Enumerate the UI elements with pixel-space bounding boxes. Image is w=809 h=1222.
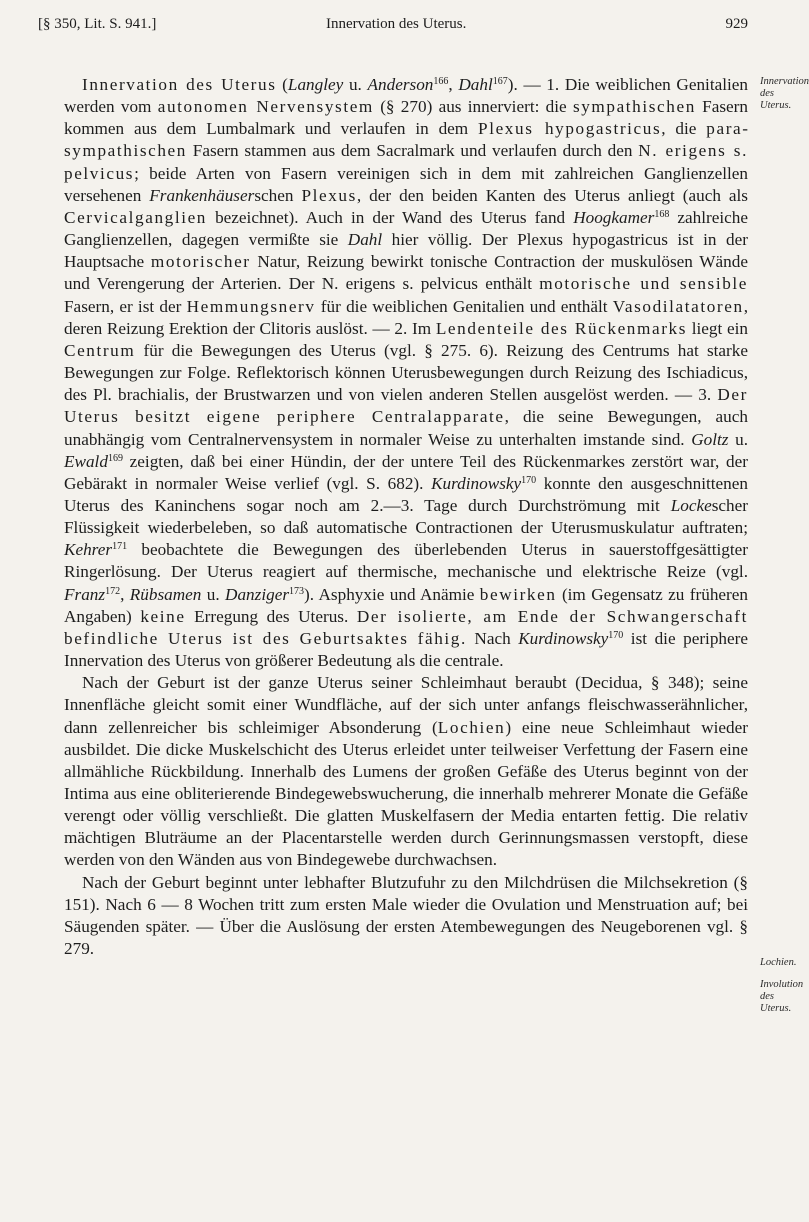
text-run: scher Flüssigkeit wiederbeleben, so daß automatische Contractionen der Uterusmuskulatur auftraten; [64, 495, 748, 538]
text-run: , die seine Bewegungen, auch unabhängig vom Centralnervensystem in normaler Weise zu unterhalten imstande sind. [64, 407, 748, 449]
author-name: Locke [670, 495, 712, 515]
emphasis: Der isolierte, am Ende der Schwangerschaft befindliche Uterus ist des Geburtsaktes fähig. [64, 606, 748, 648]
main-text [64, 74, 748, 960]
text-run: ) eine neue Schleimhaut wieder ausbildet. Die dicke Muskelschicht des Uterus erleidet unter teilweiser Verfettung der Fasern eine allmähliche Rückbildung. Innerhalb des Lumens der großen Gefäße des Uterus beginnt von der Intima aus eine obliterierende Bindegewebswucherung, die innerhalb mehrerer Monate die Gefäße verengt oder völlig verschließt. Die glatten Muskelfasern der Media entarten fettig. Die relativ mächtigen Bluträume an der Placentarstelle werden durch Gerinnungsmassen verstopft, diese werden von den Wänden aus von Bindegewebe durchwachsen. [64, 717, 749, 870]
emphasis: Plexus [301, 185, 357, 205]
emphasis: Hemmungsnerv [186, 296, 316, 316]
emphasis: Lochien [437, 717, 506, 737]
emphasis: Lendenteile des Rückenmarks [435, 318, 688, 338]
margin-note-line: Involution [760, 979, 804, 990]
text-run: ist die periphere Innervation des Uterus von größerer Bedeutung als die centrale. [64, 628, 748, 671]
text-run: u. [343, 75, 368, 94]
page-number: 929 [725, 16, 748, 32]
author-name: Langley [287, 75, 344, 94]
margin-note-line: des Uterus. [760, 88, 792, 111]
text-run: u. [728, 429, 748, 449]
emphasis: sympathischen [572, 97, 696, 117]
text-run: Nach der Geburt ist der ganze Uterus seiner Schleimhaut beraubt (Decidua, § 348); seine Innenfläche gleicht somit einer Wundfläche, auf der sich unter anfangs fleischwasserähnlicher, dann zellenreicher bis schleimiger Absonderung ( [64, 673, 748, 737]
author-name: Kehrer [64, 540, 113, 560]
emphasis: keine [140, 606, 186, 626]
author-name: Hoogkamer [573, 207, 655, 227]
author-name: Dahl [347, 230, 383, 250]
emphasis: N. erigens s. pelvicus [64, 141, 748, 183]
footnote-ref: 166 [433, 76, 449, 87]
text-run: , [120, 584, 130, 604]
text-run: , der den beiden Kanten des Uterus anliegt (auch als [356, 185, 748, 205]
text-run: für die Bewegungen des Uterus (vgl. § 275. 6). Reizung des Centrums hat starke Bewegungen zur Folge. Reflektorisch können Uterusbewegungen durch Reizung des Ischiadicus, des Pl. brachialis, der Brustwarzen und von vielen anderen Stellen ausgelöst werden. — 3. [64, 340, 748, 405]
text-run: , [448, 75, 459, 94]
text-run: konnte den ausgeschnittenen Uterus des Kaninchens sogar noch am 2.—3. Tage durch Durchströmung mit [64, 473, 748, 515]
author-name: Dahl [458, 75, 493, 94]
text-run: u. [201, 584, 226, 604]
text-run: Fasern, er ist der [64, 296, 187, 316]
text-run: hier völlig. Der Plexus hypogastricus ist in der Hauptsache [64, 230, 748, 272]
author-name: Ewald [64, 451, 108, 471]
text-run: Nach der Geburt beginnt unter lebhafter Blutzufuhr zu den Milchdrüsen die Milchsekretion (§ 151). Nach 6 — 8 Wochen tritt zum ersten Male wieder die Ovulation und Menstruation auf; bei Säugenden später. — Über die Auslösung der ersten Atembewegungen des Neugeborenen vgl. § 279. [64, 872, 748, 959]
footnote-ref: 168 [654, 208, 670, 220]
author-name: Danziger [225, 584, 290, 604]
text-run: Erregung des Uterus. [185, 606, 357, 626]
emphasis: motorische und sensible [539, 274, 748, 294]
text-run: , die [661, 119, 707, 139]
emphasis: bewirken [479, 584, 557, 604]
text-run: Nach [466, 628, 519, 648]
text-run: liegt ein [687, 318, 748, 338]
paragraph-innervation [64, 74, 748, 672]
footnote-ref: 171 [112, 541, 128, 553]
text-run: , deren Reizung Erektion der Clitoris auslöst. — 2. Im [64, 296, 748, 338]
text-run: ). — 1. Die weiblichen Genitalien werden vom [64, 75, 748, 117]
text-run: (§ 270) aus innerviert: die [373, 97, 573, 117]
emphasis: Der Uterus besitzt eigene periphere Centralapparate [64, 385, 748, 427]
text-run: bezeichnet). Auch in der Wand des Uterus fand [207, 207, 574, 227]
text-run: Fasern kommen aus dem Lumbalmark und verlaufen in dem [64, 97, 748, 139]
author-name: Kurdinowsky [431, 473, 522, 493]
margin-note-innervation [760, 76, 809, 112]
text-run: beobachtete die Bewegungen des überlebenden Uterus in sauerstoffgesättigter Ringerlösung. Der Uterus reagiert auf thermische, mechanische und elektrische Reize (vgl. [64, 540, 748, 582]
paragraph-lochien [64, 672, 748, 871]
author-name: Anderson [367, 75, 434, 94]
margin-note-involution [760, 979, 804, 1015]
author-name: Rübsamen [129, 584, 202, 604]
margin-note-line: Innervation [760, 76, 809, 87]
emphasis: autonomen Nervensystem [157, 97, 374, 117]
text-run: ( [276, 75, 288, 94]
emphasis: Centrum [64, 340, 136, 360]
author-name: Kurdinowsky [518, 628, 609, 648]
margin-note-line: des Uterus. [760, 991, 792, 1014]
footnote-ref: 172 [105, 585, 121, 597]
text-run: für die weiblichen Genitalien und enthält [315, 296, 613, 316]
footnote-ref: 170 [608, 629, 624, 641]
author-name: Goltz [691, 429, 729, 449]
text-run: (im Gegensatz zu früheren Angaben) [64, 584, 748, 626]
footnote-ref: 167 [492, 76, 508, 87]
text-run: zeigten, daß bei einer Hündin, der der untere Teil des Rückenmarkes zerstört war, der Gebärakt in normaler Weise verlief (vgl. S. 682). [64, 451, 748, 493]
footnote-ref: 169 [107, 452, 123, 464]
margin-note-lochien [760, 957, 804, 969]
emphasis: motorischer [150, 252, 251, 272]
header-running-title: Innervation des Uterus. [326, 16, 467, 32]
text-run: ; beide Arten von Fasern vereinigen sich in dem mit zahlreichen Ganglienzellen versehenen [64, 163, 748, 205]
text-run: schen [254, 185, 302, 205]
emphasis: Vasodilatatoren [612, 296, 744, 316]
text-run: ). Asphyxie und Anämie [304, 584, 480, 604]
emphasis: Cervicalganglien [64, 207, 208, 227]
emphasis: parasympathischen [64, 119, 748, 161]
footnote-ref: 173 [289, 585, 305, 597]
author-name: Franz [64, 584, 106, 604]
footnote-ref: 170 [521, 474, 537, 486]
text-run: Fasern stammen aus dem Sacralmark und verlaufen durch den [186, 141, 639, 161]
author-name: Frankenhäuser [149, 185, 255, 205]
text-run: Natur, Reizung bewirkt tonische Contraction der muskulösen Wände und Verengerung der Arterien. Der N. erigens s. pelvicus enthält [64, 252, 748, 294]
running-header [38, 16, 748, 36]
margin-note-line: Lochien. [760, 957, 797, 968]
text-run: zahlreiche Ganglienzellen, dagegen vermißte sie [64, 207, 748, 250]
paragraph-milk [64, 872, 748, 961]
emphasis: Plexus hypogastricus [478, 119, 662, 139]
section-title: Innervation des Uterus [82, 75, 277, 94]
header-section-reference: [§ 350, Lit. S. 941.] [38, 16, 157, 32]
